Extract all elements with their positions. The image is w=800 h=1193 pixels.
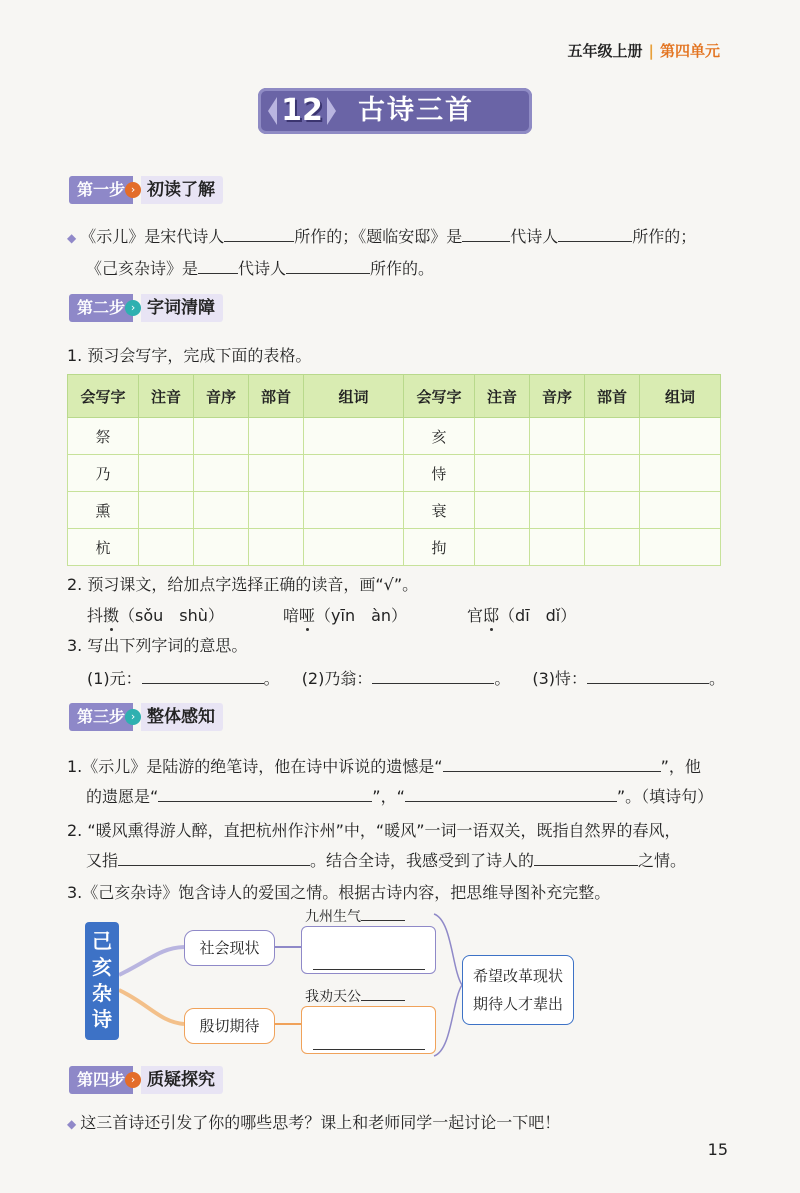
- term-label: (1)元：: [87, 669, 142, 688]
- mindmap-hint-2: [305, 986, 405, 1006]
- mindmap-root: [85, 922, 119, 1040]
- result-text: 希望改革现状: [473, 967, 564, 985]
- page-number: 15: [707, 1140, 728, 1159]
- intro-text: 《己亥杂诗》是: [86, 259, 199, 278]
- step-name: 字词清障: [141, 294, 223, 322]
- mindmap-branch-expectation: 殷切期待: [184, 1008, 275, 1044]
- step-name: 整体感知: [141, 703, 223, 731]
- s3-question-2-line-1: 2. “暖风熏得游人醉，直把杭州作汴州”中，“暖风”一词一语双关，既指自然界的春风，: [67, 821, 681, 840]
- lesson-title: 古诗三首: [358, 95, 474, 126]
- step-4-heading: [69, 1066, 223, 1094]
- character-cell: 拘: [404, 529, 475, 566]
- question-text: ”。（填诗句）: [616, 787, 714, 806]
- question-text: ”，“: [372, 787, 405, 806]
- hint-text: 九州生气: [305, 909, 361, 925]
- question-text: 之情。: [638, 851, 687, 870]
- char: 抖: [87, 606, 104, 625]
- mindmap-hint-1: [305, 906, 405, 926]
- question-text: 这三首诗还引发了你的哪些思考？课上和老师同学一起讨论一下吧！: [80, 1113, 561, 1132]
- pinyin-options: （yīn àn）: [315, 606, 408, 625]
- column-header: 部首: [585, 375, 640, 418]
- character-cell: 熏: [68, 492, 139, 529]
- step-label: 第一步: [69, 176, 133, 204]
- character-cell: 亥: [404, 418, 475, 455]
- pinyin-options: （sǒu shù）: [119, 606, 224, 625]
- char: 喑: [283, 606, 300, 625]
- intro-text: 代诗人: [238, 259, 287, 278]
- step-name: 初读了解: [141, 176, 223, 204]
- intro-text: 所作的；《题临安邸》是: [294, 227, 463, 246]
- mindmap-result-box: [462, 955, 574, 1025]
- dotted-char: 擞: [103, 606, 120, 625]
- arrow-icon: ›: [125, 182, 141, 198]
- character-cell: 乃: [68, 455, 139, 492]
- question-text: 1.《示儿》是陆游的绝笔诗，他在诗中诉说的遗憾是“: [67, 757, 443, 776]
- lesson-number: 12: [272, 89, 332, 133]
- column-header: 组词: [304, 375, 404, 418]
- unit-label: 第四单元: [659, 42, 720, 60]
- answer-blank[interactable]: [361, 988, 405, 1001]
- intro-text: 所作的。: [370, 259, 435, 278]
- period: 。: [709, 669, 726, 688]
- column-header: 注音: [139, 375, 194, 418]
- character-cell: 杭: [68, 529, 139, 566]
- diamond-bullet-icon: ◆: [67, 1117, 77, 1131]
- character-cell: 祭: [68, 418, 139, 455]
- intro-text: 代诗人: [510, 227, 559, 246]
- period: 。: [263, 669, 280, 688]
- question-text: ”，他: [660, 757, 701, 776]
- term-label: (2)乃翁：: [301, 669, 373, 688]
- step-name: 质疑探究: [141, 1066, 223, 1094]
- step-label: 第三步: [69, 703, 133, 731]
- question-text: 的遗愿是“: [86, 787, 159, 806]
- column-header: 会写字: [68, 375, 139, 418]
- answer-blank[interactable]: [361, 908, 405, 921]
- mindmap-answer-box-1[interactable]: [301, 926, 436, 974]
- header-separator: |: [648, 42, 654, 60]
- s3-question-3-text: 3.《己亥杂诗》饱含诗人的爱国之情。根据古诗内容，把思维导图补充完整。: [67, 883, 611, 902]
- dotted-char: 哑: [299, 606, 316, 625]
- question-1-text: 1. 预习会写字，完成下面的表格。: [67, 346, 312, 365]
- column-header: 部首: [249, 375, 304, 418]
- mindmap-branch-social: 社会现状: [184, 930, 275, 966]
- term-label: (3)恃：: [532, 669, 588, 688]
- question-text: 又指: [86, 851, 119, 870]
- question-2-text: 2. 预习课文，给加点字选择正确的读音，画“√”。: [67, 575, 419, 594]
- pinyin-options: （dī dǐ）: [499, 606, 577, 625]
- column-header: 注音: [475, 375, 530, 418]
- arrow-icon: ›: [125, 1072, 141, 1088]
- column-header: 组词: [640, 375, 721, 418]
- arrow-icon: ›: [125, 709, 141, 725]
- result-text: 期待人才辈出: [473, 995, 564, 1013]
- intro-text: 所作的；: [632, 227, 697, 246]
- column-header: 会写字: [404, 375, 475, 418]
- grade-label: 五年级上册: [567, 42, 643, 60]
- step-label: 第二步: [69, 294, 133, 322]
- diamond-bullet-icon: ◆: [67, 231, 77, 245]
- dotted-char: 邸: [483, 606, 500, 625]
- column-header: 音序: [194, 375, 249, 418]
- step-label: 第四步: [69, 1066, 133, 1094]
- mindmap-root-label: 己亥杂诗: [92, 929, 112, 1031]
- arrow-icon: ›: [125, 300, 141, 316]
- column-header: 音序: [530, 375, 585, 418]
- question-3-text: 3. 写出下列字词的意思。: [67, 636, 248, 655]
- mindmap-answer-box-2[interactable]: [301, 1006, 436, 1054]
- hint-text: 我劝天公: [305, 989, 361, 1005]
- char: 官: [467, 606, 484, 625]
- intro-text: 《示儿》是宋代诗人: [80, 227, 225, 246]
- character-cell: 衰: [404, 492, 475, 529]
- question-text: 。结合全诗，我感受到了诗人的: [310, 851, 535, 870]
- character-cell: 恃: [404, 455, 475, 492]
- s4-question: [67, 1110, 560, 1133]
- period: 。: [494, 669, 511, 688]
